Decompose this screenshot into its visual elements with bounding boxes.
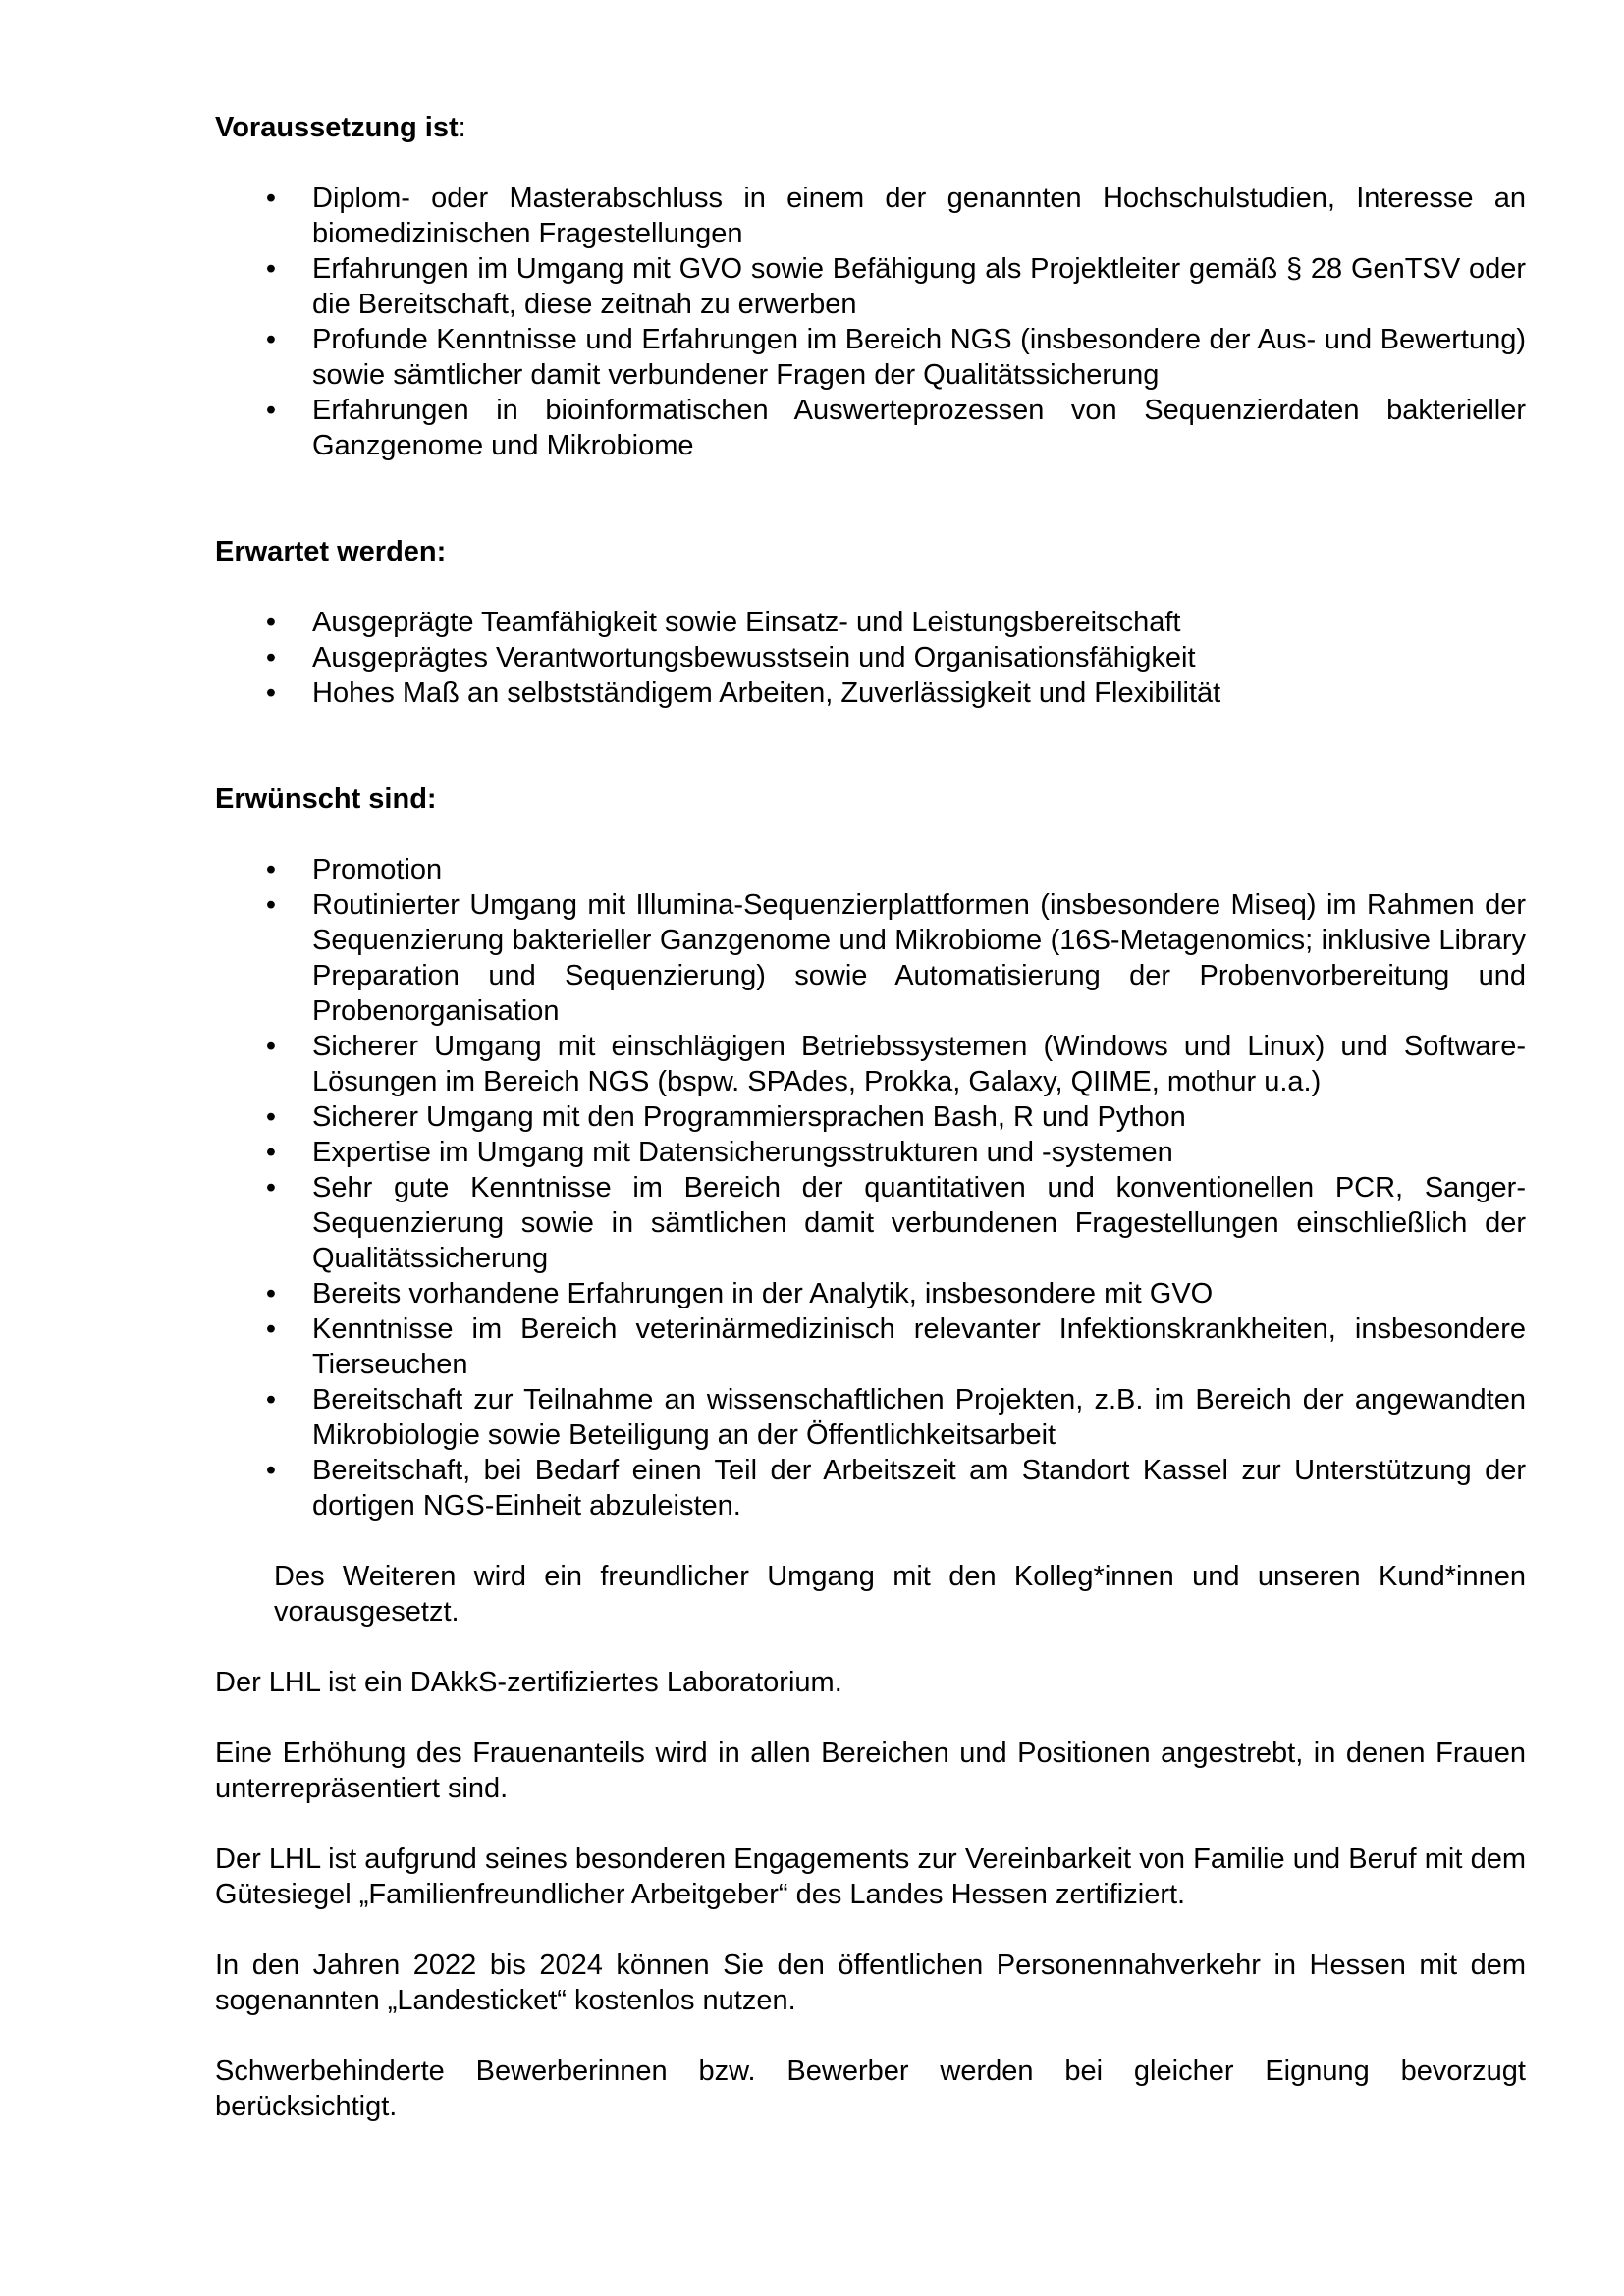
- list-item-text: Routinierter Umgang mit Illumina-Sequenzierplattformen (insbesondere Miseq) im Rahmen der Sequenzierung bakterieller Ganzgenome und Mikrobiome (16S-Metagenomics; inklusive Library Preparation und Sequenzierung) sowie Automatisierung der Probenvorbereitung und Probenorganisation: [312, 889, 1526, 1027]
- list-item-text: Bereits vorhandene Erfahrungen in der Analytik, insbesondere mit GVO: [312, 1278, 1214, 1309]
- list-item: [215, 1276, 1526, 1311]
- bullet-icon: •: [265, 1278, 277, 1309]
- list-item: [215, 887, 1526, 1029]
- bullet-icon: •: [265, 1384, 277, 1415]
- list-item-text: Kenntnisse im Bereich veterinärmedizinisch relevanter Infektionskrankheiten, insbesondere Tierseuchen: [312, 1313, 1526, 1380]
- list-erwuenscht: [215, 852, 1526, 1523]
- bullet-icon: •: [265, 1031, 277, 1062]
- heading-voraussetzung-colon: :: [458, 112, 466, 143]
- list-item-text: Erfahrungen im Umgang mit GVO sowie Befähigung als Projektleiter gemäß § 28 GenTSV oder die Bereitschaft, diese zeitnah zu erwerben: [312, 253, 1526, 320]
- bullet-icon: •: [265, 607, 277, 638]
- paragraph-schwerbehinderte: Schwerbehinderte Bewerberinnen bzw. Bewerber werden bei gleicher Eignung bevorzugt berücksichtigt.: [215, 2056, 1526, 2122]
- list-item-text: Bereitschaft, bei Bedarf einen Teil der Arbeitszeit am Standort Kassel zur Unterstützung der dortigen NGS-Einheit abzuleisten.: [312, 1455, 1526, 1522]
- paragraph-familienfreundlich: Der LHL ist aufgrund seines besonderen Engagements zur Vereinbarkeit von Familie und Beruf mit dem Gütesiegel „Familienfreundlicher Arbeitgeber“ des Landes Hessen zertifiziert.: [215, 1843, 1526, 1910]
- bullet-icon: •: [265, 642, 277, 673]
- list-item: [215, 1135, 1526, 1170]
- bullet-icon: •: [265, 324, 277, 355]
- list-item-text: Hohes Maß an selbstständigem Arbeiten, Zuverlässigkeit und Flexibilität: [312, 677, 1221, 709]
- list-item: [215, 251, 1526, 322]
- list-item-text: Erfahrungen in bioinformatischen Auswerteprozessen von Sequenzierdaten bakterieller Ganzgenome und Mikrobiome: [312, 395, 1526, 461]
- list-voraussetzung: [215, 181, 1526, 463]
- list-item-text: Profunde Kenntnisse und Erfahrungen im Bereich NGS (insbesondere der Aus- und Bewertung) sowie sämtlicher damit verbundener Fragen der Qualitätssicherung: [312, 324, 1526, 391]
- list-item-text: Promotion: [312, 854, 443, 885]
- bullet-icon: •: [265, 1101, 277, 1133]
- bullet-icon: •: [265, 395, 277, 426]
- list-item: [215, 605, 1526, 640]
- list-item: [215, 1099, 1526, 1135]
- list-item: [215, 1453, 1526, 1523]
- paragraph-dakks: Der LHL ist ein DAkkS-zertifiziertes Laboratorium.: [215, 1667, 842, 1698]
- heading-erwartet: [215, 534, 1526, 569]
- bullet-icon: •: [265, 854, 277, 885]
- heading-erwartet-text: Erwartet werden:: [215, 536, 447, 567]
- list-erwartet: [215, 605, 1526, 711]
- bullet-icon: •: [265, 1455, 277, 1486]
- bullet-icon: •: [265, 183, 277, 214]
- list-item: [215, 393, 1526, 463]
- document-page: [215, 110, 1526, 2124]
- list-item: [215, 852, 1526, 887]
- bullet-icon: •: [265, 1172, 277, 1203]
- list-item: [215, 640, 1526, 675]
- list-item-text: Bereitschaft zur Teilnahme an wissenschaftlichen Projekten, z.B. im Bereich der angewandten Mikrobiologie sowie Beteiligung an der Öffentlichkeitsarbeit: [312, 1384, 1526, 1451]
- list-item: [215, 1311, 1526, 1382]
- bullet-icon: •: [265, 889, 277, 921]
- bullet-icon: •: [265, 1313, 277, 1345]
- list-item-text: Sicherer Umgang mit einschlägigen Betriebssystemen (Windows und Linux) und Software-Lösungen im Bereich NGS (bspw. SPAdes, Prokka, Galaxy, QIIME, mothur u.a.): [312, 1031, 1526, 1097]
- closing-note: Des Weiteren wird ein freundlicher Umgang mit den Kolleg*innen und unseren Kund*innen vorausgesetzt.: [274, 1561, 1526, 1628]
- list-item-text: Sicherer Umgang mit den Programmiersprachen Bash, R und Python: [312, 1101, 1186, 1133]
- paragraph-landesticket: In den Jahren 2022 bis 2024 können Sie den öffentlichen Personennahverkehr in Hessen mit dem sogenannten „Landesticket“ kostenlos nutzen.: [215, 1949, 1526, 2016]
- list-item: [215, 322, 1526, 393]
- list-item-text: Sehr gute Kenntnisse im Bereich der quantitativen und konventionellen PCR, Sanger-Sequenzierung sowie in sämtlichen damit verbundenen Fragestellungen einschließlich der Qualitätssicherung: [312, 1172, 1526, 1274]
- bullet-icon: •: [265, 1137, 277, 1168]
- list-item-text: Ausgeprägte Teamfähigkeit sowie Einsatz- und Leistungsbereitschaft: [312, 607, 1181, 638]
- bullet-icon: •: [265, 677, 277, 709]
- heading-voraussetzung: [215, 110, 1526, 145]
- heading-voraussetzung-text: Voraussetzung ist: [215, 112, 459, 143]
- list-item: [215, 675, 1526, 711]
- list-item-text: Diplom- oder Masterabschluss in einem der genannten Hochschulstudien, Interesse an biomedizinischen Fragestellungen: [312, 183, 1526, 249]
- list-item: [215, 181, 1526, 251]
- list-item: [215, 1170, 1526, 1276]
- list-item-text: Ausgeprägtes Verantwortungsbewusstsein und Organisationsfähigkeit: [312, 642, 1196, 673]
- list-item-text: Expertise im Umgang mit Datensicherungsstrukturen und -systemen: [312, 1137, 1173, 1168]
- heading-erwuenscht: [215, 781, 1526, 817]
- bullet-icon: •: [265, 253, 277, 285]
- heading-erwuenscht-text: Erwünscht sind:: [215, 783, 437, 815]
- list-item: [215, 1029, 1526, 1099]
- paragraph-frauenanteil: Eine Erhöhung des Frauenanteils wird in allen Bereichen und Positionen angestrebt, in denen Frauen unterrepräsentiert sind.: [215, 1737, 1526, 1804]
- list-item: [215, 1382, 1526, 1453]
